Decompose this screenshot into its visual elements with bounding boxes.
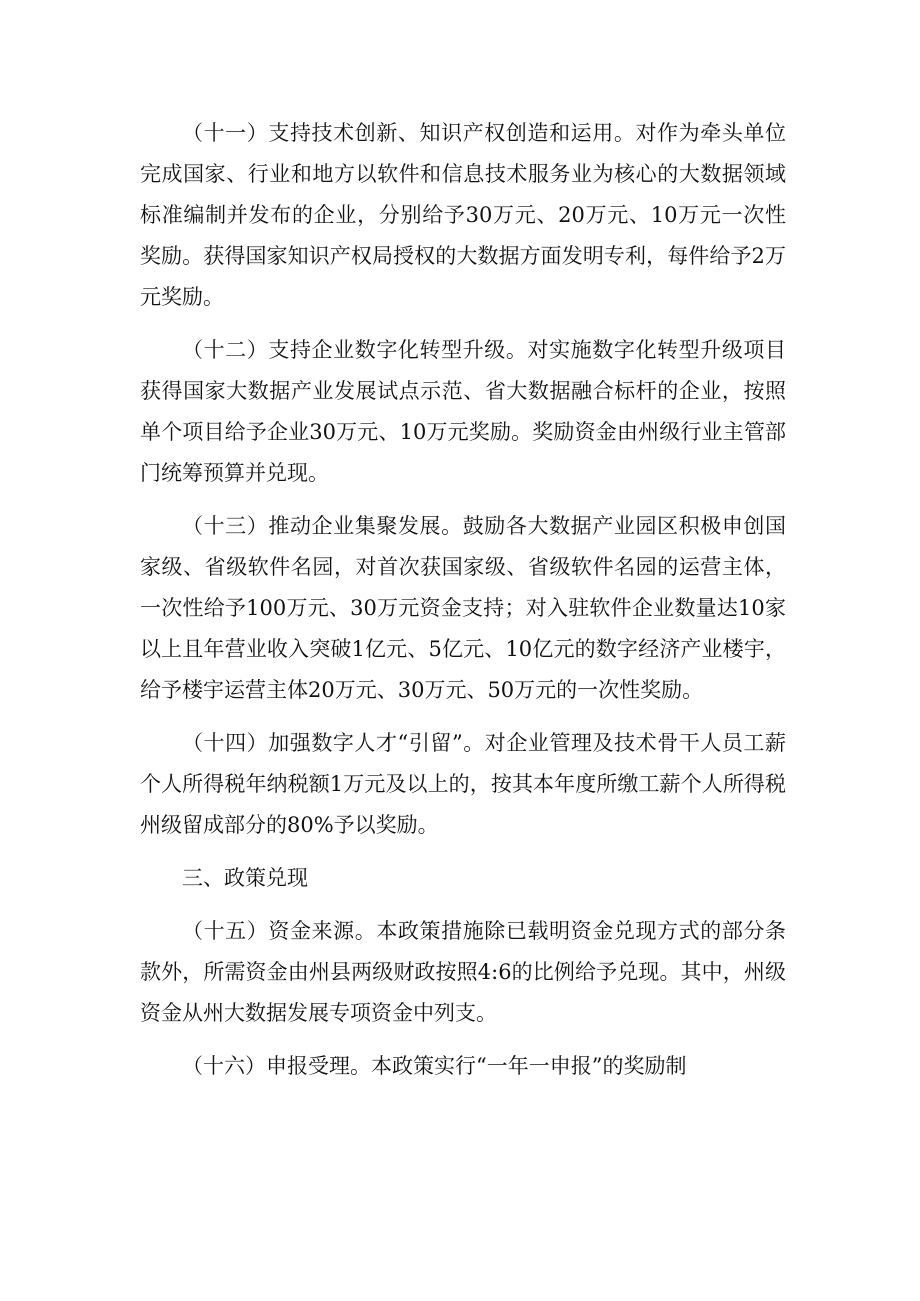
paragraph-11: （十一）支持技术创新、知识产权创造和运用。对作为牵头单位完成国家、行业和地方以软件和信息技术服务业为核心的大数据领域标准编制并发布的企业，分别给予30万元、20万元、10万元一次性奖励。获得国家知识产权局授权的大数据方面发明专利，每件给予2万元奖励。	[140, 121, 786, 309]
paragraph-14: （十四）加强数字人才“引留”。对企业管理及技术骨干人员工薪个人所得税年纳税额1万元及以上的，按其本年度所缴工薪个人所得税州级留成部分的80%予以奖励。	[140, 731, 786, 837]
section-heading: 三、政策兑现	[182, 866, 308, 890]
document-page	[140, 113, 786, 1087]
paragraph-16: （十六）申报受理。本政策实行“一年一申报”的奖励制	[182, 1054, 687, 1078]
paragraph-13: （十三）推动企业集聚发展。鼓励各大数据产业园区积极申创国家级、省级软件名园，对首次获国家级、省级软件名园的运营主体，一次性给予100万元、30万元资金支持；对入驻软件企业数量达10家以上且年营业收入突破1亿元、5亿元、10亿元的数字经济产业楼宇，给予楼宇运营主体20万元、30万元、50万元的一次性奖励。	[140, 514, 786, 702]
paragraph-15: （十五）资金来源。本政策措施除已载明资金兑现方式的部分条款外，所需资金由州县两级财政按照4:6的比例给予兑现。其中，州级资金从州大数据发展专项资金中列支。	[140, 919, 786, 1025]
paragraph-12: （十二）支持企业数字化转型升级。对实施数字化转型升级项目获得国家大数据产业发展试点示范、省大数据融合标杆的企业，按照单个项目给予企业30万元、10万元奖励。奖励资金由州级行业主管部门统筹预算并兑现。	[140, 338, 786, 485]
